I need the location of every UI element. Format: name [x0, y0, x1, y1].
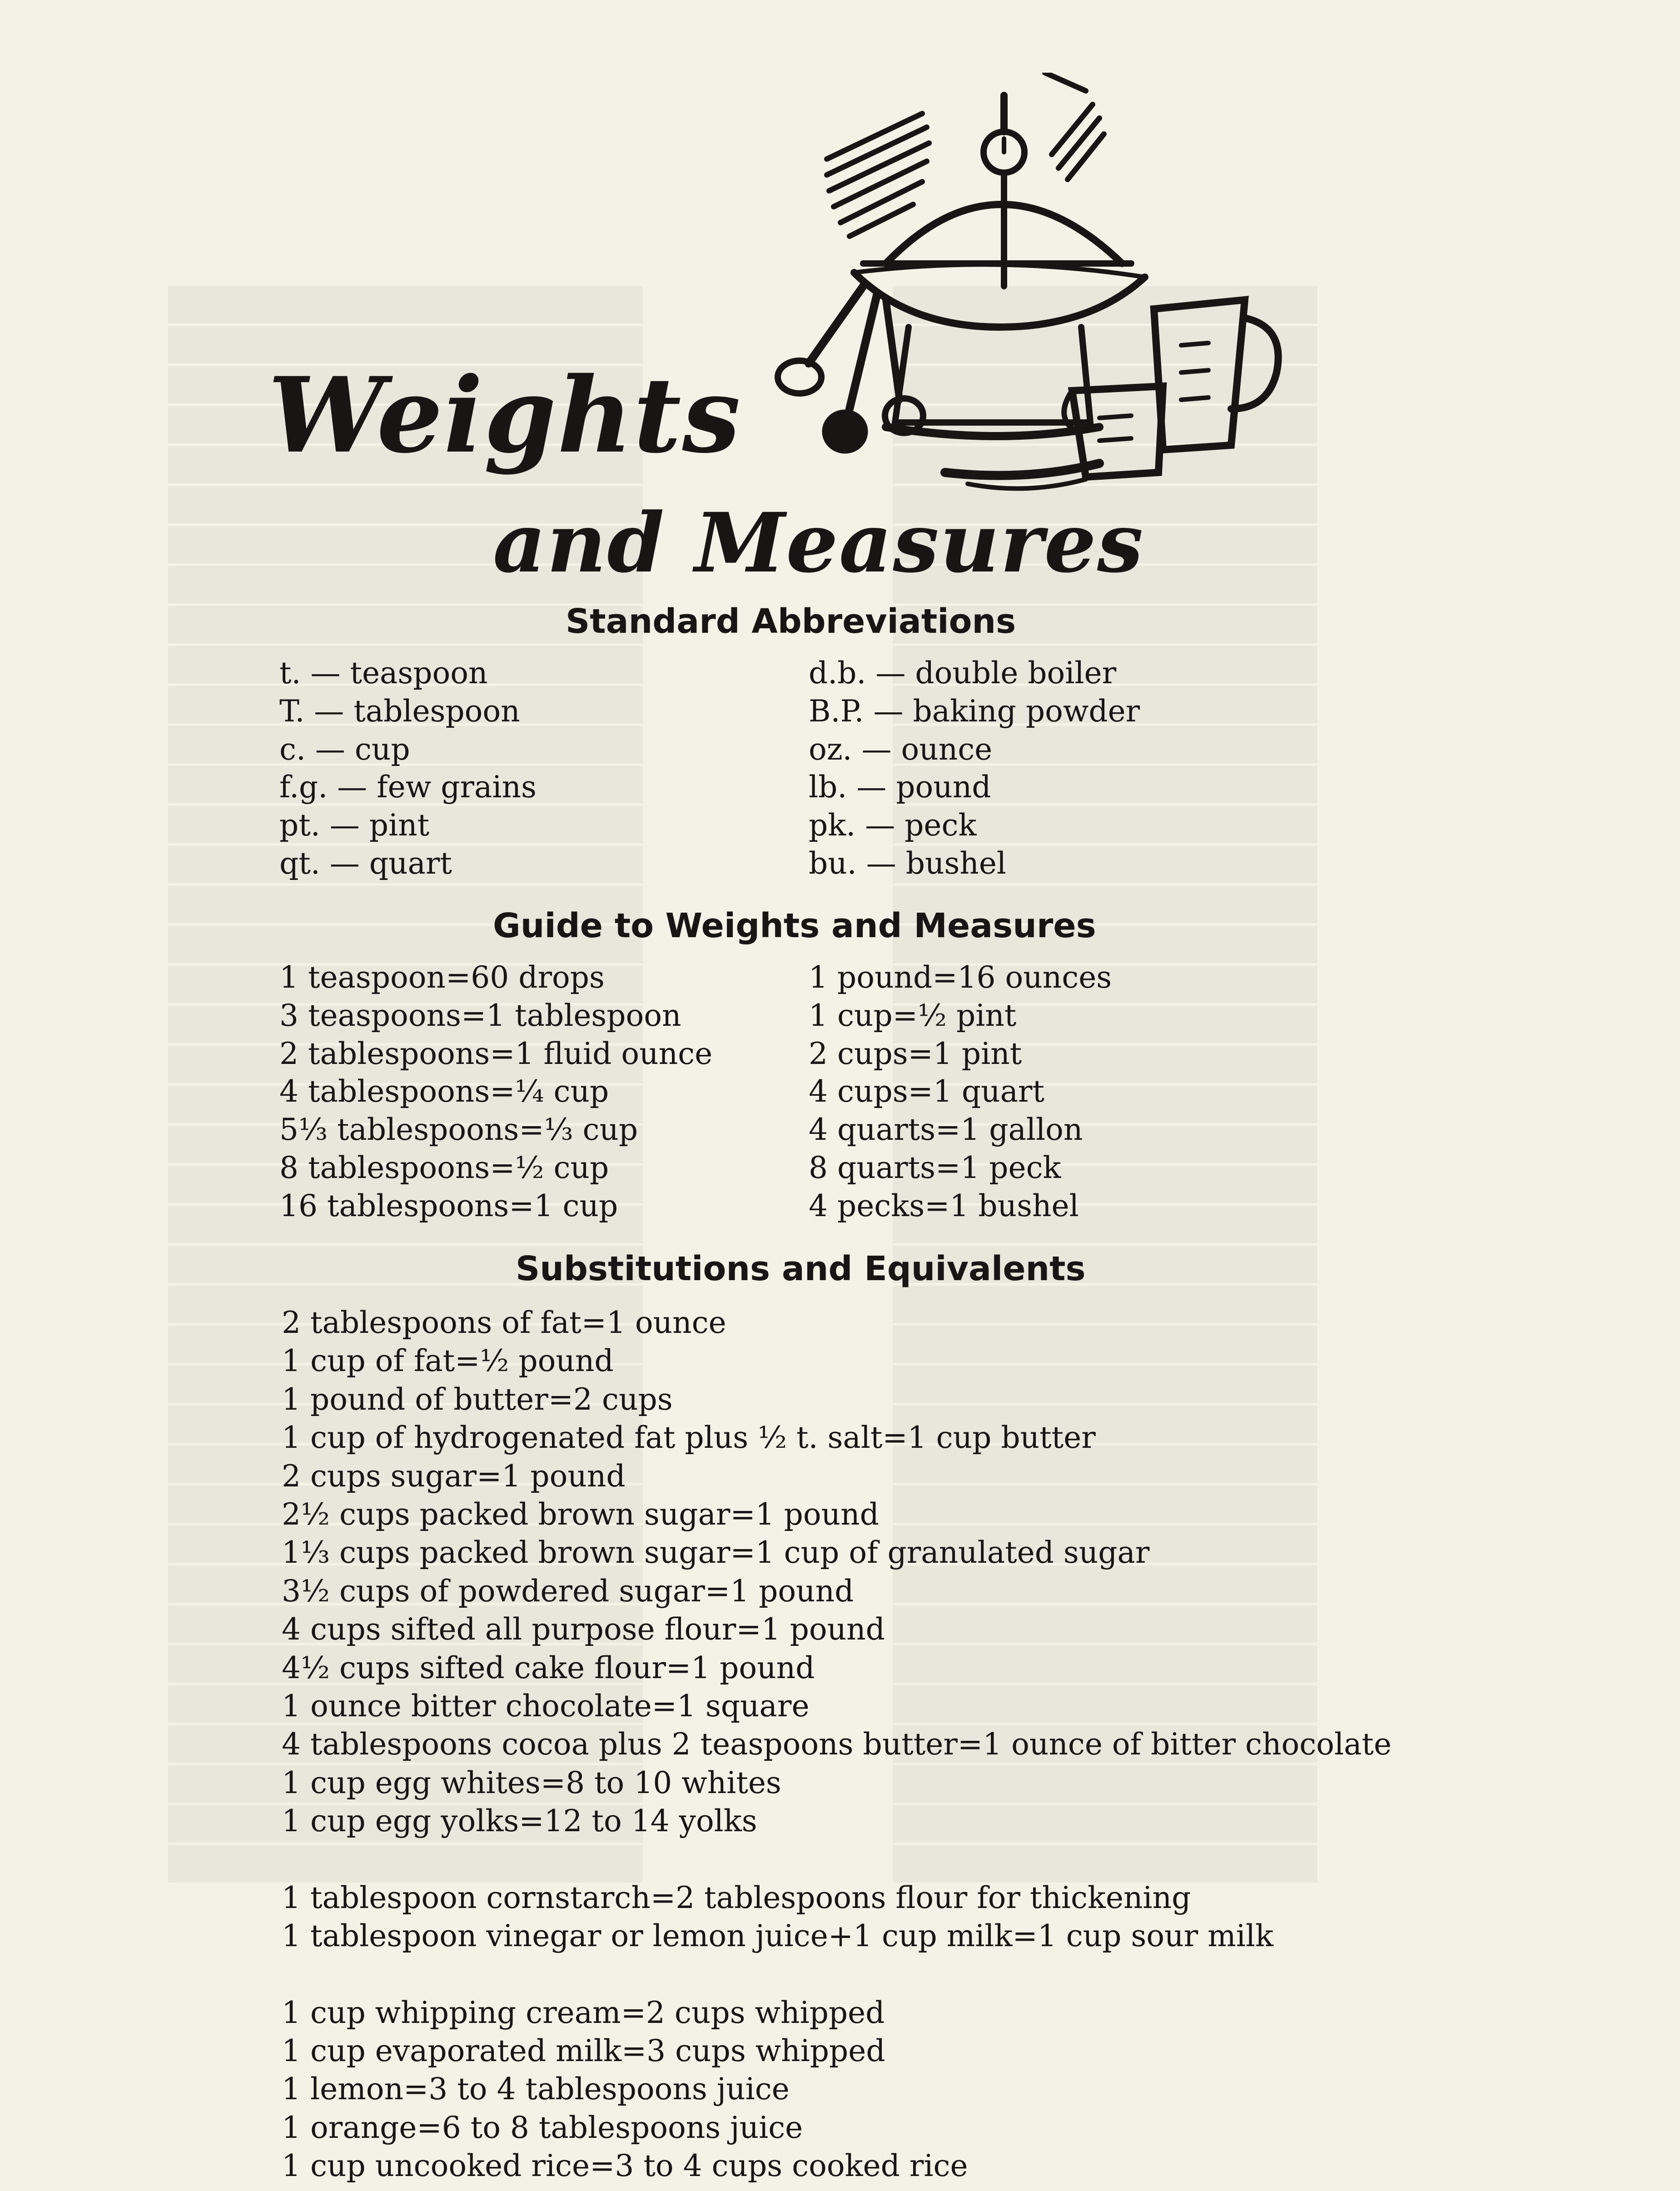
abbreviations-left-list — [279, 654, 537, 883]
measure-item: 1 pound=16 ounces — [809, 960, 1112, 995]
abbreviation-item: c. — cup — [279, 731, 410, 767]
substitution-item: 3½ cups of powdered sugar=1 pound — [282, 1573, 854, 1609]
measure-item: 1 teaspoon=60 drops — [279, 960, 605, 995]
kitchen-scale-illustration — [772, 73, 1317, 504]
hatch-shading-right — [1045, 73, 1104, 179]
abbreviation-item: B.P. — baking powder — [809, 693, 1140, 729]
abbreviation-item: d.b. — double boiler — [809, 656, 1117, 691]
spacer — [282, 1956, 1392, 1994]
substitution-item: 2½ cups packed brown sugar=1 pound — [282, 1497, 879, 1532]
abbreviations-right-list — [809, 654, 1140, 883]
measure-item: 8 quarts=1 peck — [809, 1150, 1061, 1185]
substitution-item: 1 cup whipping cream=2 cups whipped — [282, 1995, 885, 2030]
measure-item: 1 cup=½ pint — [809, 998, 1017, 1033]
heading-substitutions-equivalents: Substitutions and Equivalents — [516, 1249, 1086, 1288]
measure-item: 2 cups=1 pint — [809, 1036, 1022, 1071]
abbreviation-item: lb. — pound — [809, 770, 991, 805]
abbreviation-item: pt. — pint — [279, 808, 430, 843]
substitution-item: 1 cup evaporated milk=3 cups whipped — [282, 2033, 885, 2068]
guide-right-list — [809, 959, 1112, 1225]
substitution-item: 1 orange=6 to 8 tablespoons juice — [282, 2110, 803, 2145]
hatch-shading-left — [827, 114, 929, 236]
abbreviation-item: f.g. — few grains — [279, 770, 537, 805]
substitution-item: 4 cups sifted all purpose flour=1 pound — [282, 1612, 885, 1647]
abbreviation-item: pk. — peck — [809, 808, 977, 843]
guide-left-list — [279, 959, 712, 1225]
measure-item: 4 cups=1 quart — [809, 1074, 1045, 1109]
measure-item: 4 quarts=1 gallon — [809, 1112, 1083, 1148]
heading-standard-abbreviations: Standard Abbreviations — [566, 602, 1016, 641]
substitution-item: 2 tablespoons of fat=1 ounce — [282, 1305, 726, 1340]
substitution-item: 1 lemon=3 to 4 tablespoons juice — [282, 2072, 790, 2107]
spacer — [282, 1841, 1392, 1879]
heading-guide-weights-measures: Guide to Weights and Measures — [493, 906, 1096, 945]
measure-item: 16 tablespoons=1 cup — [279, 1188, 618, 1223]
measure-item: 3 teaspoons=1 tablespoon — [279, 998, 681, 1033]
substitution-item: 1 pound of butter=2 cups — [282, 1381, 673, 1417]
substitution-item: 4 tablespoons cocoa plus 2 teaspoons butter=1 ounce of bitter chocolate — [282, 1727, 1392, 1762]
measure-item: 4 pecks=1 bushel — [809, 1188, 1079, 1223]
measure-item: 5⅓ tablespoons=⅓ cup — [279, 1112, 638, 1148]
substitution-item: 1 cup of fat=½ pound — [282, 1343, 614, 1379]
substitution-item: 1 tablespoon vinegar or lemon juice+1 cup milk=1 cup sour milk — [282, 1918, 1273, 1954]
substitutions-list — [282, 1304, 1392, 2186]
substitution-item: 2 cups sugar=1 pound — [282, 1458, 626, 1494]
page-title-weights: Weights — [268, 354, 742, 476]
abbreviation-item: t. — teaspoon — [279, 656, 488, 691]
measuring-cup-icon — [1154, 300, 1278, 450]
substitution-item: 4½ cups sifted cake flour=1 pound — [282, 1650, 815, 1685]
substitution-item: 1 cup uncooked rice=3 to 4 cups cooked rice — [282, 2148, 968, 2184]
abbreviation-item: T. — tablespoon — [279, 693, 520, 729]
abbreviation-item: oz. — ounce — [809, 731, 993, 767]
substitution-item: 1 tablespoon cornstarch=2 tablespoons flour for thickening — [282, 1880, 1191, 1915]
abbreviation-item: qt. — quart — [279, 845, 452, 881]
substitution-item: 1 cup egg whites=8 to 10 whites — [282, 1765, 781, 1800]
measure-item: 4 tablespoons=¼ cup — [279, 1074, 609, 1109]
substitution-item: 1⅓ cups packed brown sugar=1 cup of granulated sugar — [282, 1535, 1150, 1570]
page-title-measures: and Measures — [493, 495, 1144, 591]
substitution-item: 1 cup egg yolks=12 to 14 yolks — [282, 1803, 757, 1839]
substitution-item: 1 cup of hydrogenated fat plus ½ t. salt=1 cup butter — [282, 1420, 1096, 1456]
measure-item: 2 tablespoons=1 fluid ounce — [279, 1036, 713, 1071]
abbreviation-item: bu. — bushel — [809, 845, 1006, 881]
substitution-item: 1 ounce bitter chocolate=1 square — [282, 1689, 810, 1724]
measure-item: 8 tablespoons=½ cup — [279, 1150, 609, 1185]
